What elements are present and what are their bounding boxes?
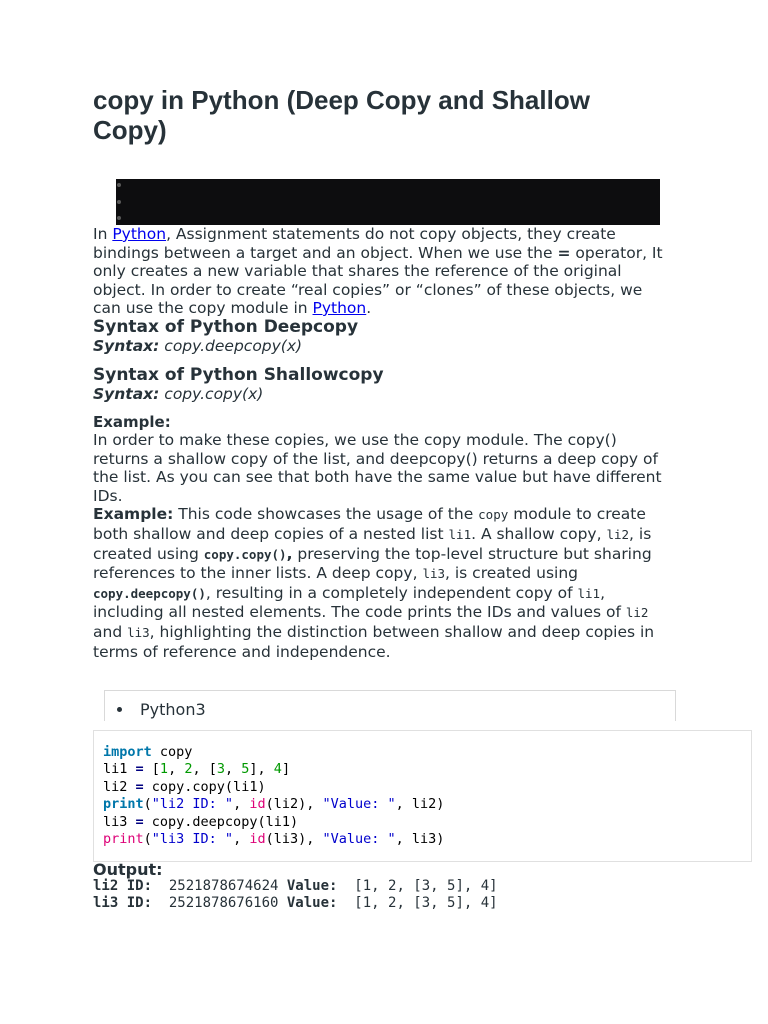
code-tab-bar — [104, 690, 676, 721]
output-value: 2521878674624 — [152, 878, 287, 894]
page-title: copy in Python (Deep Copy and Shallow Copy) — [93, 85, 590, 145]
code-text: [ — [143, 761, 160, 778]
code-text: ], — [249, 761, 274, 778]
code-text: li2 — [103, 778, 136, 795]
code-text: , — [233, 831, 250, 848]
intro-text: . — [366, 299, 372, 317]
video-dot-icon — [117, 183, 121, 187]
code-text: (li2), — [265, 796, 323, 813]
python-link[interactable]: Python — [312, 299, 367, 317]
code-builtin: id — [249, 831, 266, 848]
code-number: 1 — [159, 761, 169, 778]
desc-text: , — [286, 544, 293, 563]
output-block — [93, 878, 498, 912]
code-number: 5 — [241, 761, 250, 778]
equals-operator: = — [557, 243, 571, 262]
code-text: , — [225, 761, 242, 778]
desc-text: , is created using — [93, 524, 652, 563]
output-value: [1, 2, [3, 5], 4] — [337, 895, 498, 911]
deepcopy-heading: Syntax of Python Deepcopy — [93, 317, 359, 337]
output-label: Output: — [93, 860, 163, 879]
desc-text: This code showcases the usage of the — [173, 505, 479, 524]
example-paragraph: In order to make these copies, we use the copy module. The copy() returns a shallow copy of the list, and deepcopy() returns a deep copy of the list. As you can see that both have the same value but have different IDs. — [93, 431, 662, 505]
output-key: Value: — [286, 878, 338, 894]
output-key: li3 ID: — [93, 895, 153, 911]
shallowcopy-section — [93, 365, 665, 404]
video-player[interactable] — [116, 179, 660, 225]
code-string: "Value: " — [322, 831, 396, 848]
example-label-inline: Example: — [93, 505, 174, 524]
desc-text: and — [93, 622, 128, 641]
code-text: ] — [281, 761, 291, 778]
shallowcopy-heading: Syntax of Python Shallowcopy — [93, 365, 384, 385]
python-link[interactable]: Python — [112, 225, 167, 243]
shallowcopy-syntax — [93, 385, 665, 404]
syntax-label: Syntax: — [93, 337, 160, 355]
intro-text: operator, It only creates a new variable that shares the reference of the original object. In order to create “real copies” or “clones” of these objects, we can use the copy module in — [93, 243, 663, 317]
desc-text: preserving the top-level structure but sharing references to the inner lists. A deep copy, — [93, 544, 652, 583]
inline-code: li1 — [577, 585, 601, 601]
code-text: , li3) — [395, 831, 445, 848]
code-text: , — [233, 796, 250, 813]
inline-code: li2 — [625, 605, 649, 621]
code-text: li1 — [103, 761, 136, 778]
code-text: copy.copy(li1) — [143, 778, 266, 795]
desc-text: , including all nested elements. The code prints the IDs and values of — [93, 583, 626, 622]
code-string: "Value: " — [322, 796, 396, 813]
syntax-value: copy.copy(x) — [159, 385, 264, 403]
output-value: [1, 2, [3, 5], 4] — [337, 878, 498, 894]
inline-code: li2 — [606, 526, 630, 542]
article — [93, 85, 663, 661]
code-builtin: id — [249, 796, 266, 813]
output-value: 2521878676160 — [152, 895, 287, 911]
example-label: Example: — [93, 413, 171, 431]
desc-text: . A shallow copy, — [471, 524, 607, 543]
output-key: Value: — [286, 895, 338, 911]
inline-code: copy.copy() — [203, 546, 287, 562]
desc-text: , is created using — [445, 564, 579, 583]
code-string: "li2 ID: " — [151, 796, 234, 813]
code-block[interactable] — [93, 730, 752, 862]
deepcopy-section — [93, 317, 665, 356]
code-string: "li3 ID: " — [151, 831, 234, 848]
tab-python3[interactable] — [117, 700, 206, 719]
code-content — [103, 744, 444, 848]
inline-code: copy — [478, 507, 509, 523]
code-print: print — [103, 831, 144, 848]
video-dot-icon — [117, 200, 121, 204]
example-section — [93, 413, 665, 661]
code-number: 3 — [216, 761, 225, 778]
desc-text: , highlighting the distinction between shallow and deep copies in terms of reference and independence. — [93, 622, 655, 661]
code-keyword: import — [103, 744, 152, 760]
code-text: ( — [143, 796, 152, 813]
syntax-value: copy.deepcopy(x) — [159, 337, 303, 355]
desc-text: , resulting in a completely independent copy of — [205, 583, 578, 602]
tab-label: Python3 — [140, 700, 206, 719]
code-number: 4 — [273, 761, 282, 778]
code-text: (li3), — [265, 831, 323, 848]
code-text: li3 — [103, 813, 136, 830]
code-text: copy.deepcopy(li1) — [143, 813, 299, 830]
inline-code: li3 — [127, 624, 150, 640]
code-text: , [ — [192, 761, 217, 778]
bullet-icon — [117, 707, 122, 712]
desc-text: module to create both shallow and deep copies of a nested list — [93, 505, 646, 543]
output-key: li2 ID: — [93, 878, 153, 894]
example-description — [93, 505, 665, 661]
inline-code: li3 — [422, 566, 446, 582]
code-operator: = — [135, 813, 144, 830]
video-dot-icon — [117, 216, 121, 220]
code-text: copy — [151, 744, 193, 760]
code-number: 2 — [184, 761, 193, 778]
code-operator: = — [135, 761, 144, 778]
code-text: , li2) — [395, 796, 445, 813]
code-text: ( — [143, 831, 152, 848]
code-print: print — [103, 796, 144, 813]
deepcopy-syntax — [93, 337, 665, 356]
inline-code: li1 — [448, 526, 472, 542]
code-text: , — [168, 761, 185, 778]
intro-paragraph — [93, 225, 665, 318]
intro-text: In — [93, 225, 113, 243]
intro-text: , Assignment statements do not copy objects, they create bindings between a target and an object. When we use the — [93, 225, 616, 262]
code-operator: = — [135, 778, 144, 795]
inline-code: copy.deepcopy() — [93, 585, 206, 601]
syntax-label: Syntax: — [93, 385, 160, 403]
